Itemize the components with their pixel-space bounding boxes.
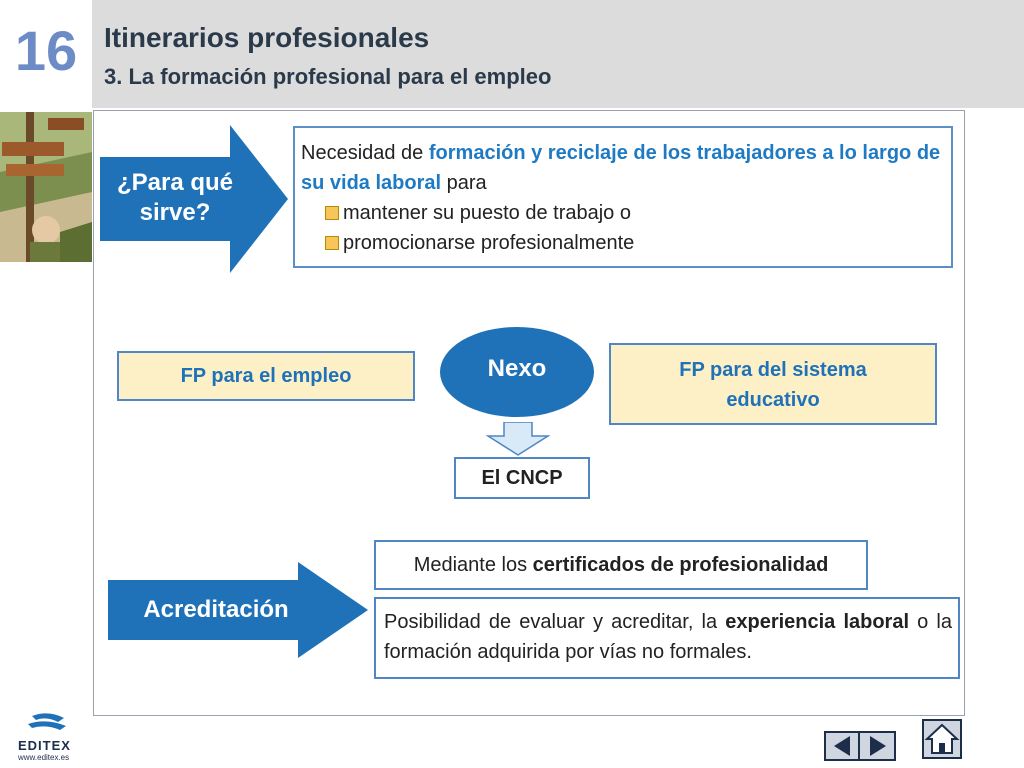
checkbox-bullet-icon (325, 206, 339, 220)
fp-empleo-box (117, 351, 415, 401)
signpost-photo (0, 112, 92, 262)
previous-slide-button[interactable] (824, 731, 862, 761)
intro-highlight-text: formación y reciclaje de los trabajadores a lo largo de su vida laboral (301, 142, 941, 194)
header-bar (92, 0, 1024, 108)
triangle-left-icon (826, 733, 860, 759)
cncp-box (454, 457, 590, 499)
home-button[interactable] (922, 719, 962, 759)
experiencia-plain-text-1: Posibilidad de evaluar y acreditar, la (384, 611, 726, 633)
page-subtitle: 3. La formación profesional para el empleo (104, 64, 552, 89)
bullet-text: mantener su puesto de trabajo o (343, 202, 631, 224)
fp-empleo-label: FP para el empleo (180, 365, 352, 387)
checkbox-bullet-icon (325, 236, 339, 250)
intro-tail-text: para (441, 172, 487, 194)
intro-plain-text: Necesidad de (301, 142, 429, 164)
para-que-sirve-label: ¿Para qué sirve? (116, 169, 234, 226)
bullet-item (295, 198, 951, 228)
home-icon (924, 721, 960, 757)
down-arrow-icon (486, 422, 550, 456)
experiencia-plain-text-2: o la formación adquirida por vías no formales. (384, 611, 952, 663)
next-slide-button[interactable] (858, 731, 896, 761)
certificados-plain-text: Mediante los (413, 554, 533, 576)
nexo-label: Nexo (487, 355, 547, 382)
certificados-bold-text: certificados de profesionalidad (532, 554, 829, 576)
editex-url: www.editex.es (18, 753, 70, 762)
editex-logo-icon (18, 712, 78, 734)
bullet-item (295, 228, 951, 258)
fp-sistema-educativo-box (609, 343, 937, 425)
fp-sistema-educativo-label: FP para del sistema educativo (679, 359, 867, 411)
purpose-textbox (293, 126, 953, 268)
page-title: Itinerarios profesionales (104, 22, 430, 53)
certificados-box (374, 540, 868, 590)
experiencia-bold-text: experiencia laboral (725, 611, 910, 633)
cncp-label: El CNCP (481, 467, 563, 489)
editex-logo-text: EDITEX (18, 738, 71, 753)
unit-number: 16 (14, 19, 78, 82)
triangle-right-icon (860, 733, 894, 759)
acreditacion-label: Acreditación (143, 596, 289, 623)
bullet-text: promocionarse profesionalmente (343, 232, 635, 254)
nexo-ellipse (440, 327, 594, 417)
editex-logo[interactable] (18, 712, 78, 762)
experiencia-box (374, 597, 960, 679)
